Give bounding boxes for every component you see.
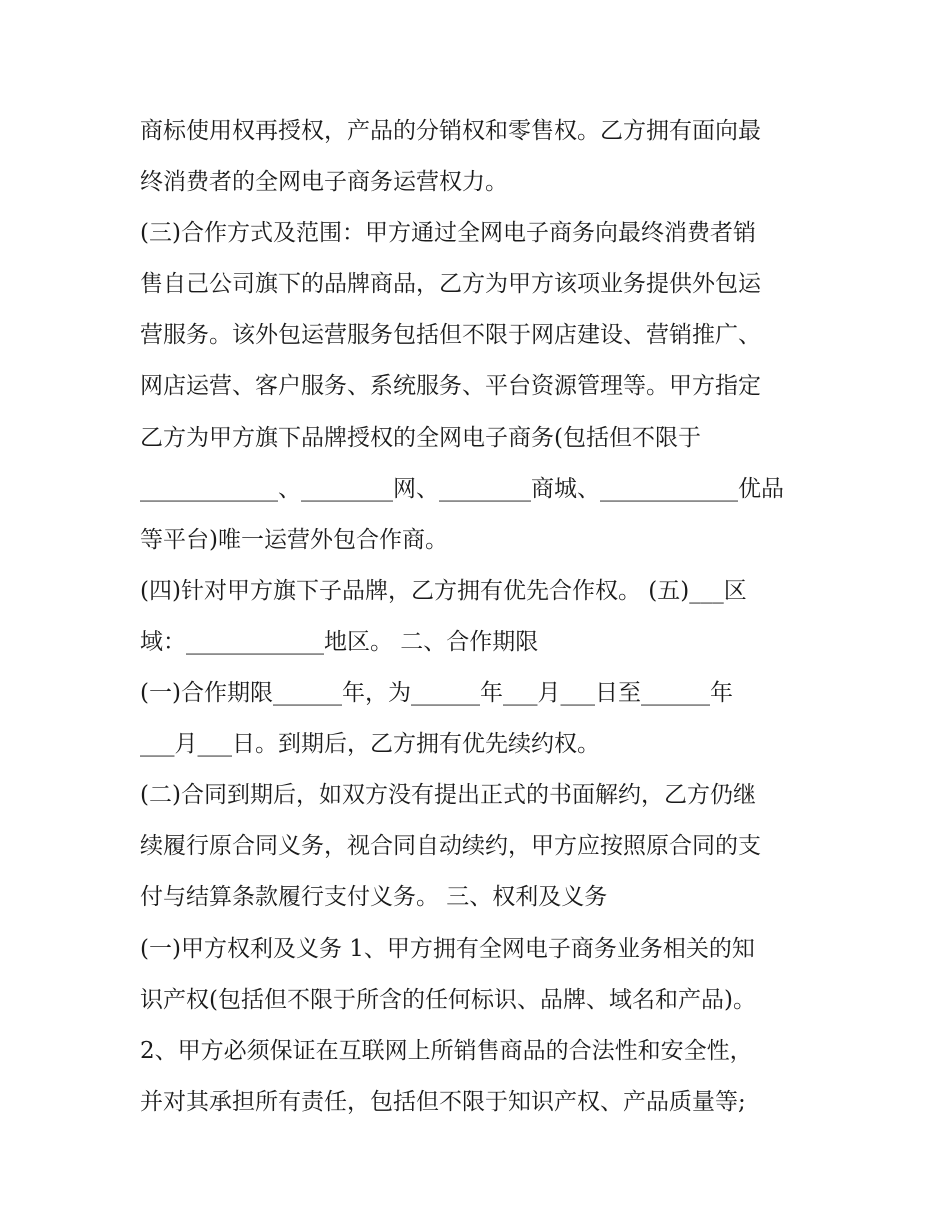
- document-body: [140, 106, 840, 1128]
- text-line: 终消费者的全网电子商务运营权力。: [140, 169, 508, 196]
- text-line: 续履行原合同义务，视合同自动续约，甲方应按照原合同的支: [140, 833, 761, 860]
- text-line: (二)合同到期后，如双方没有提出正式的书面解约，乙方仍继: [140, 782, 756, 809]
- text-line: 网店运营、客户服务、系统服务、平台资源管理等。甲方指定: [140, 373, 761, 400]
- text-line: (三)合作方式及范围：甲方通过全网电子商务向最终消费者销: [140, 220, 756, 247]
- text-line: 营服务。该外包运营服务包括但不限于网店建设、营销推广、: [140, 322, 761, 349]
- text-line: 并对其承担所有责任，包括但不限于知识产权、产品质量等;: [140, 1088, 746, 1115]
- text-line: ____________、________网、________商城、____________优品: [140, 475, 784, 502]
- text-line: (一)甲方权利及义务 1、甲方拥有全网电子商务业务相关的知: [140, 935, 755, 962]
- text-line: 识产权(包括但不限于所含的任何标识、品牌、域名和产品)。: [140, 986, 756, 1013]
- text-line: (一)合作期限______年，为______年___月___日至______年: [140, 680, 733, 707]
- text-line: 等平台)唯一运营外包合作商。: [140, 526, 448, 553]
- text-line: 2、甲方必须保证在互联网上所销售商品的合法性和安全性，: [140, 1037, 753, 1064]
- text-line: 商标使用权再授权，产品的分销权和零售权。乙方拥有面向最: [140, 118, 761, 144]
- text-line: ___月___日。到期后，乙方拥有优先续约权。: [140, 731, 600, 758]
- text-line: 乙方为甲方旗下品牌授权的全网电子商务(包括但不限于: [140, 424, 701, 451]
- text-line: 付与结算条款履行支付义务。 三、权利及义务: [140, 884, 608, 911]
- text-line: 域：____________地区。 二、合作期限: [140, 628, 539, 655]
- text-line: (四)针对甲方旗下子品牌，乙方拥有优先合作权。 (五)___区: [140, 577, 747, 604]
- text-line: 售自己公司旗下的品牌商品，乙方为甲方该项业务提供外包运: [140, 271, 761, 298]
